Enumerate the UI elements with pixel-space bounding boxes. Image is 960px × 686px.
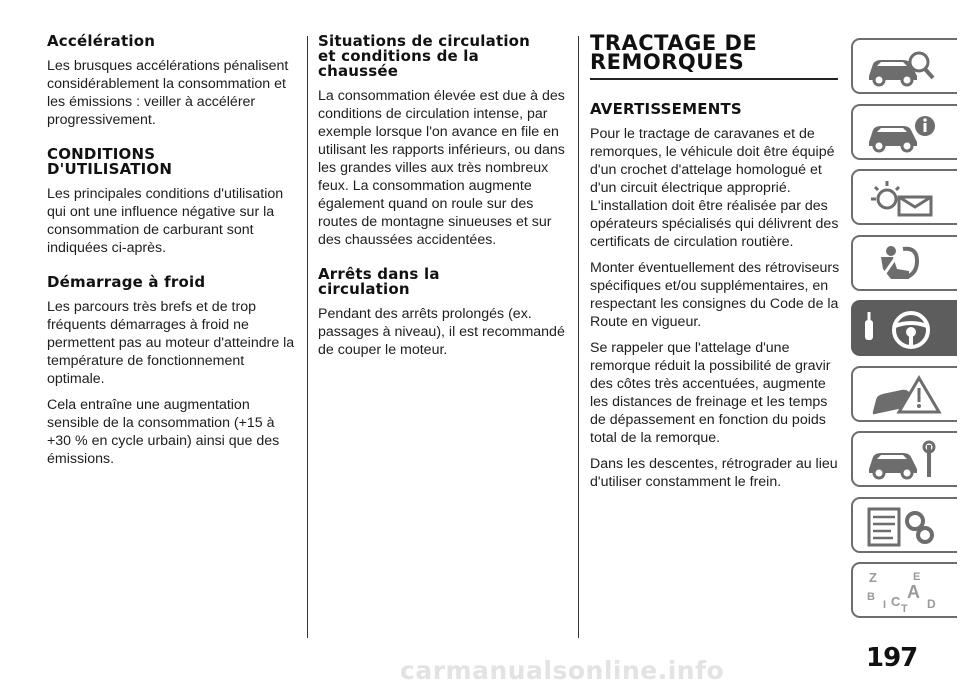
heading-avertissements: AVERTISSEMENTS — [590, 100, 742, 118]
paragraph-avertissements-1: Pour le tractage de caravanes et de remorques, le véhicule doit être équipé d'un crochet d'attelage homologué et d'un circuit électrique approprié. L'installation doit être réalisée par des opérateurs spécialisés qui délivrent des certificats de circulation routière. — [590, 126, 839, 250]
heading-conditions-line2: D'UTILISATION — [47, 160, 173, 178]
heading-situations-line3: chaussée — [318, 62, 399, 80]
title-line2: REMORQUES — [590, 50, 745, 74]
emergency-triangle-icon — [863, 374, 943, 416]
heading-situations-line1: Situations de circulation — [318, 32, 531, 50]
paragraph-conditions: Les principales conditions d'utilisation qui ont une influence négative sur la consommation de carburant sont indiquées ci-après. — [47, 186, 284, 256]
paragraph-avertissements-4: Dans les descentes, rétrograder au lieu d'utiliser constamment le frein. — [590, 456, 838, 490]
tab-warning-lights[interactable] — [851, 169, 957, 225]
car-search-icon — [863, 46, 943, 88]
heading-conditions-line1: CONDITIONS — [47, 145, 156, 163]
tab-letter-i: I — [883, 599, 887, 611]
key-steering-wheel-icon — [863, 308, 943, 350]
heading-arrets-line1: Arrêts dans la — [318, 265, 440, 283]
column-divider-left — [307, 36, 308, 638]
tab-letter-e: E — [913, 571, 921, 583]
heading-acceleration: Accélération — [47, 32, 156, 50]
tab-letter-t: T — [901, 603, 908, 612]
title-line1: TRACTAGE DE — [590, 31, 758, 55]
tab-letter-c: C — [891, 594, 901, 609]
heading-conditions-utilisation — [47, 147, 297, 177]
column-1 — [47, 34, 297, 476]
heading-arrets-line2: circulation — [318, 280, 410, 298]
car-maintenance-icon — [863, 439, 943, 481]
paragraph-avertissements-2: Monter éventuellement des rétroviseurs spécifiques et/ou supplémentaires, en respectant les consignes du Code de la Route en vigueur. — [590, 260, 840, 330]
paragraph-acceleration: Les brusques accélérations pénalisent considérablement la consommation et les émissions : veiller à accélérer progressivement. — [47, 58, 289, 128]
warning-lights-icon — [863, 177, 943, 219]
tab-seat-safety[interactable] — [851, 235, 957, 291]
tab-letter-a: A — [907, 582, 920, 602]
tab-car-info[interactable] — [851, 104, 957, 160]
heading-demarrage-froid: Démarrage à froid — [47, 273, 206, 291]
column-2 — [318, 34, 566, 367]
paragraph-demarrage-2: Cela entraîne une augmentation sensible de la consommation (+15 à +30 % en cycle urbain) ainsi que des émissions. — [47, 397, 280, 467]
page-number: 197 — [866, 643, 918, 673]
heading-situations-circulation — [318, 34, 566, 79]
technical-data-icon — [863, 505, 943, 547]
watermark: carmanualsonline.info — [400, 656, 725, 685]
title-tractage-remorques — [590, 31, 838, 80]
tab-letter-d: D — [927, 597, 936, 611]
tab-letter-z: Z — [869, 570, 877, 585]
heading-arrets-circulation — [318, 267, 566, 297]
tab-key-steering-wheel[interactable] — [851, 300, 957, 356]
heading-situations-line2: et conditions de la — [318, 47, 479, 65]
tab-alphabetical-index[interactable] — [851, 562, 957, 618]
tab-car-search[interactable] — [851, 38, 957, 94]
car-info-icon — [863, 112, 943, 154]
paragraph-demarrage-1: Les parcours très brefs et de trop fréquents démarrages à froid ne permettent pas au moteur d'atteindre la température de fonctionnement optimale. — [47, 299, 295, 387]
tab-technical-data[interactable] — [851, 497, 957, 553]
chapter-tabs — [851, 38, 960, 628]
paragraph-avertissements-3: Se rappeler que l'attelage d'une remorque réduit la possibilité de gravir des côtes très accentuées, augmente les distances de freinage et les temps de dépassement en fonction du poids total de la remorque. — [590, 340, 831, 446]
paragraph-arrets: Pendant des arrêts prolongés (ex. passages à niveau), il est recommandé de couper le moteur. — [318, 306, 565, 358]
seat-safety-icon — [863, 243, 943, 285]
alphabetical-index-icon — [863, 570, 943, 612]
paragraph-situations: La consommation élevée est due à des conditions de circulation intense, par exemple lorsque l'on avance en file en utilisant les rapports inférieurs, ou dans les grandes villes aux très nombreux feux. La consommation augmente également quand on roule sur des routes de montagne sinueuses et sur des chaussées accidentées. — [318, 88, 565, 248]
column-divider-right — [578, 36, 579, 638]
tab-emergency[interactable] — [851, 366, 957, 422]
tab-maintenance[interactable] — [851, 431, 957, 487]
column-3 — [590, 31, 840, 499]
tab-letter-b: B — [867, 591, 875, 603]
